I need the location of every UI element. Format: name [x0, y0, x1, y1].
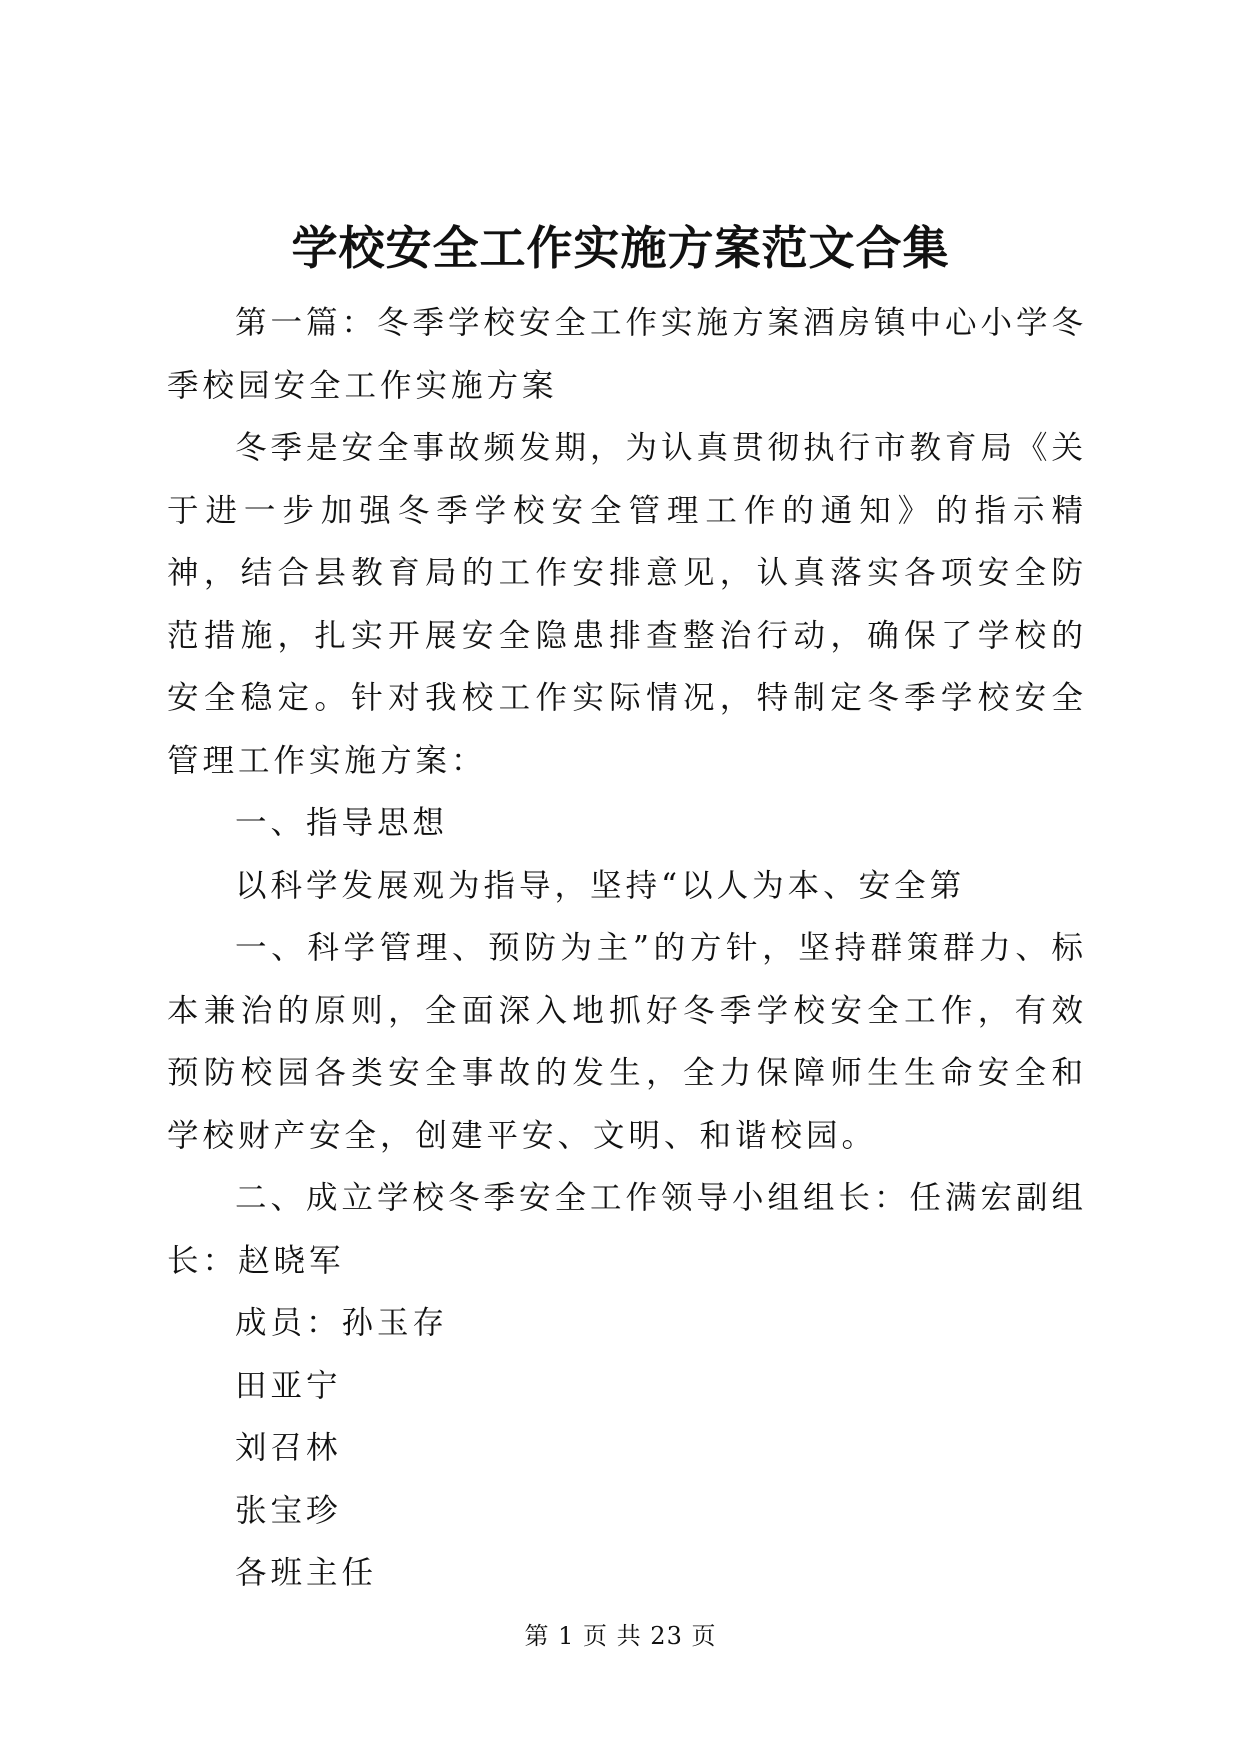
member-line: 成员：孙玉存 [235, 1305, 449, 1341]
member-line: 各班主任 [235, 1555, 378, 1591]
paragraph-guiding-ideology-2: 一、科学管理、预防为主”的方针，坚持群策群力、标本兼治的原则，全面深入地抓好冬季学校安全工作，有效预防校园各类安全事故的发生，全力保障师生生命安全和学校财产安全，创建平安、文明、和谐校园。 [167, 930, 1087, 1154]
member-line: 张宝珍 [235, 1492, 342, 1529]
paragraph-intro: 冬季是安全事故频发期，为认真贯彻执行市教育局《关于进一步加强冬季学校安全管理工作的通知》的指示精神，结合县教育局的工作安排意见，认真落实各项安全防范措施，扎实开展安全隐患排查整治行动，确保了学校的安全稳定。针对我校工作实际情况，特制定冬季学校安全管理工作实施方案： [167, 430, 1088, 779]
paragraph-guiding-ideology-1: 以科学发展观为指导，坚持“以人为本、安全第 [235, 867, 966, 904]
member-line: 刘召林 [235, 1430, 342, 1466]
document-body [167, 292, 1087, 1605]
page-footer: 第 1 页 共 23 页 [524, 1622, 717, 1650]
document-title: 学校安全工作实施方案范文合集 [291, 221, 950, 275]
section-heading-leadership-group: 二、成立学校冬季安全工作领导小组组长：任满宏副组长：赵晓军 [167, 1180, 1088, 1279]
section-heading-guiding-ideology: 一、指导思想 [235, 805, 449, 841]
paragraph-heading-part-one: 第一篇：冬季学校安全工作实施方案酒房镇中心小学冬季校园安全工作实施方案 [167, 305, 1088, 404]
member-line: 田亚宁 [235, 1367, 342, 1404]
